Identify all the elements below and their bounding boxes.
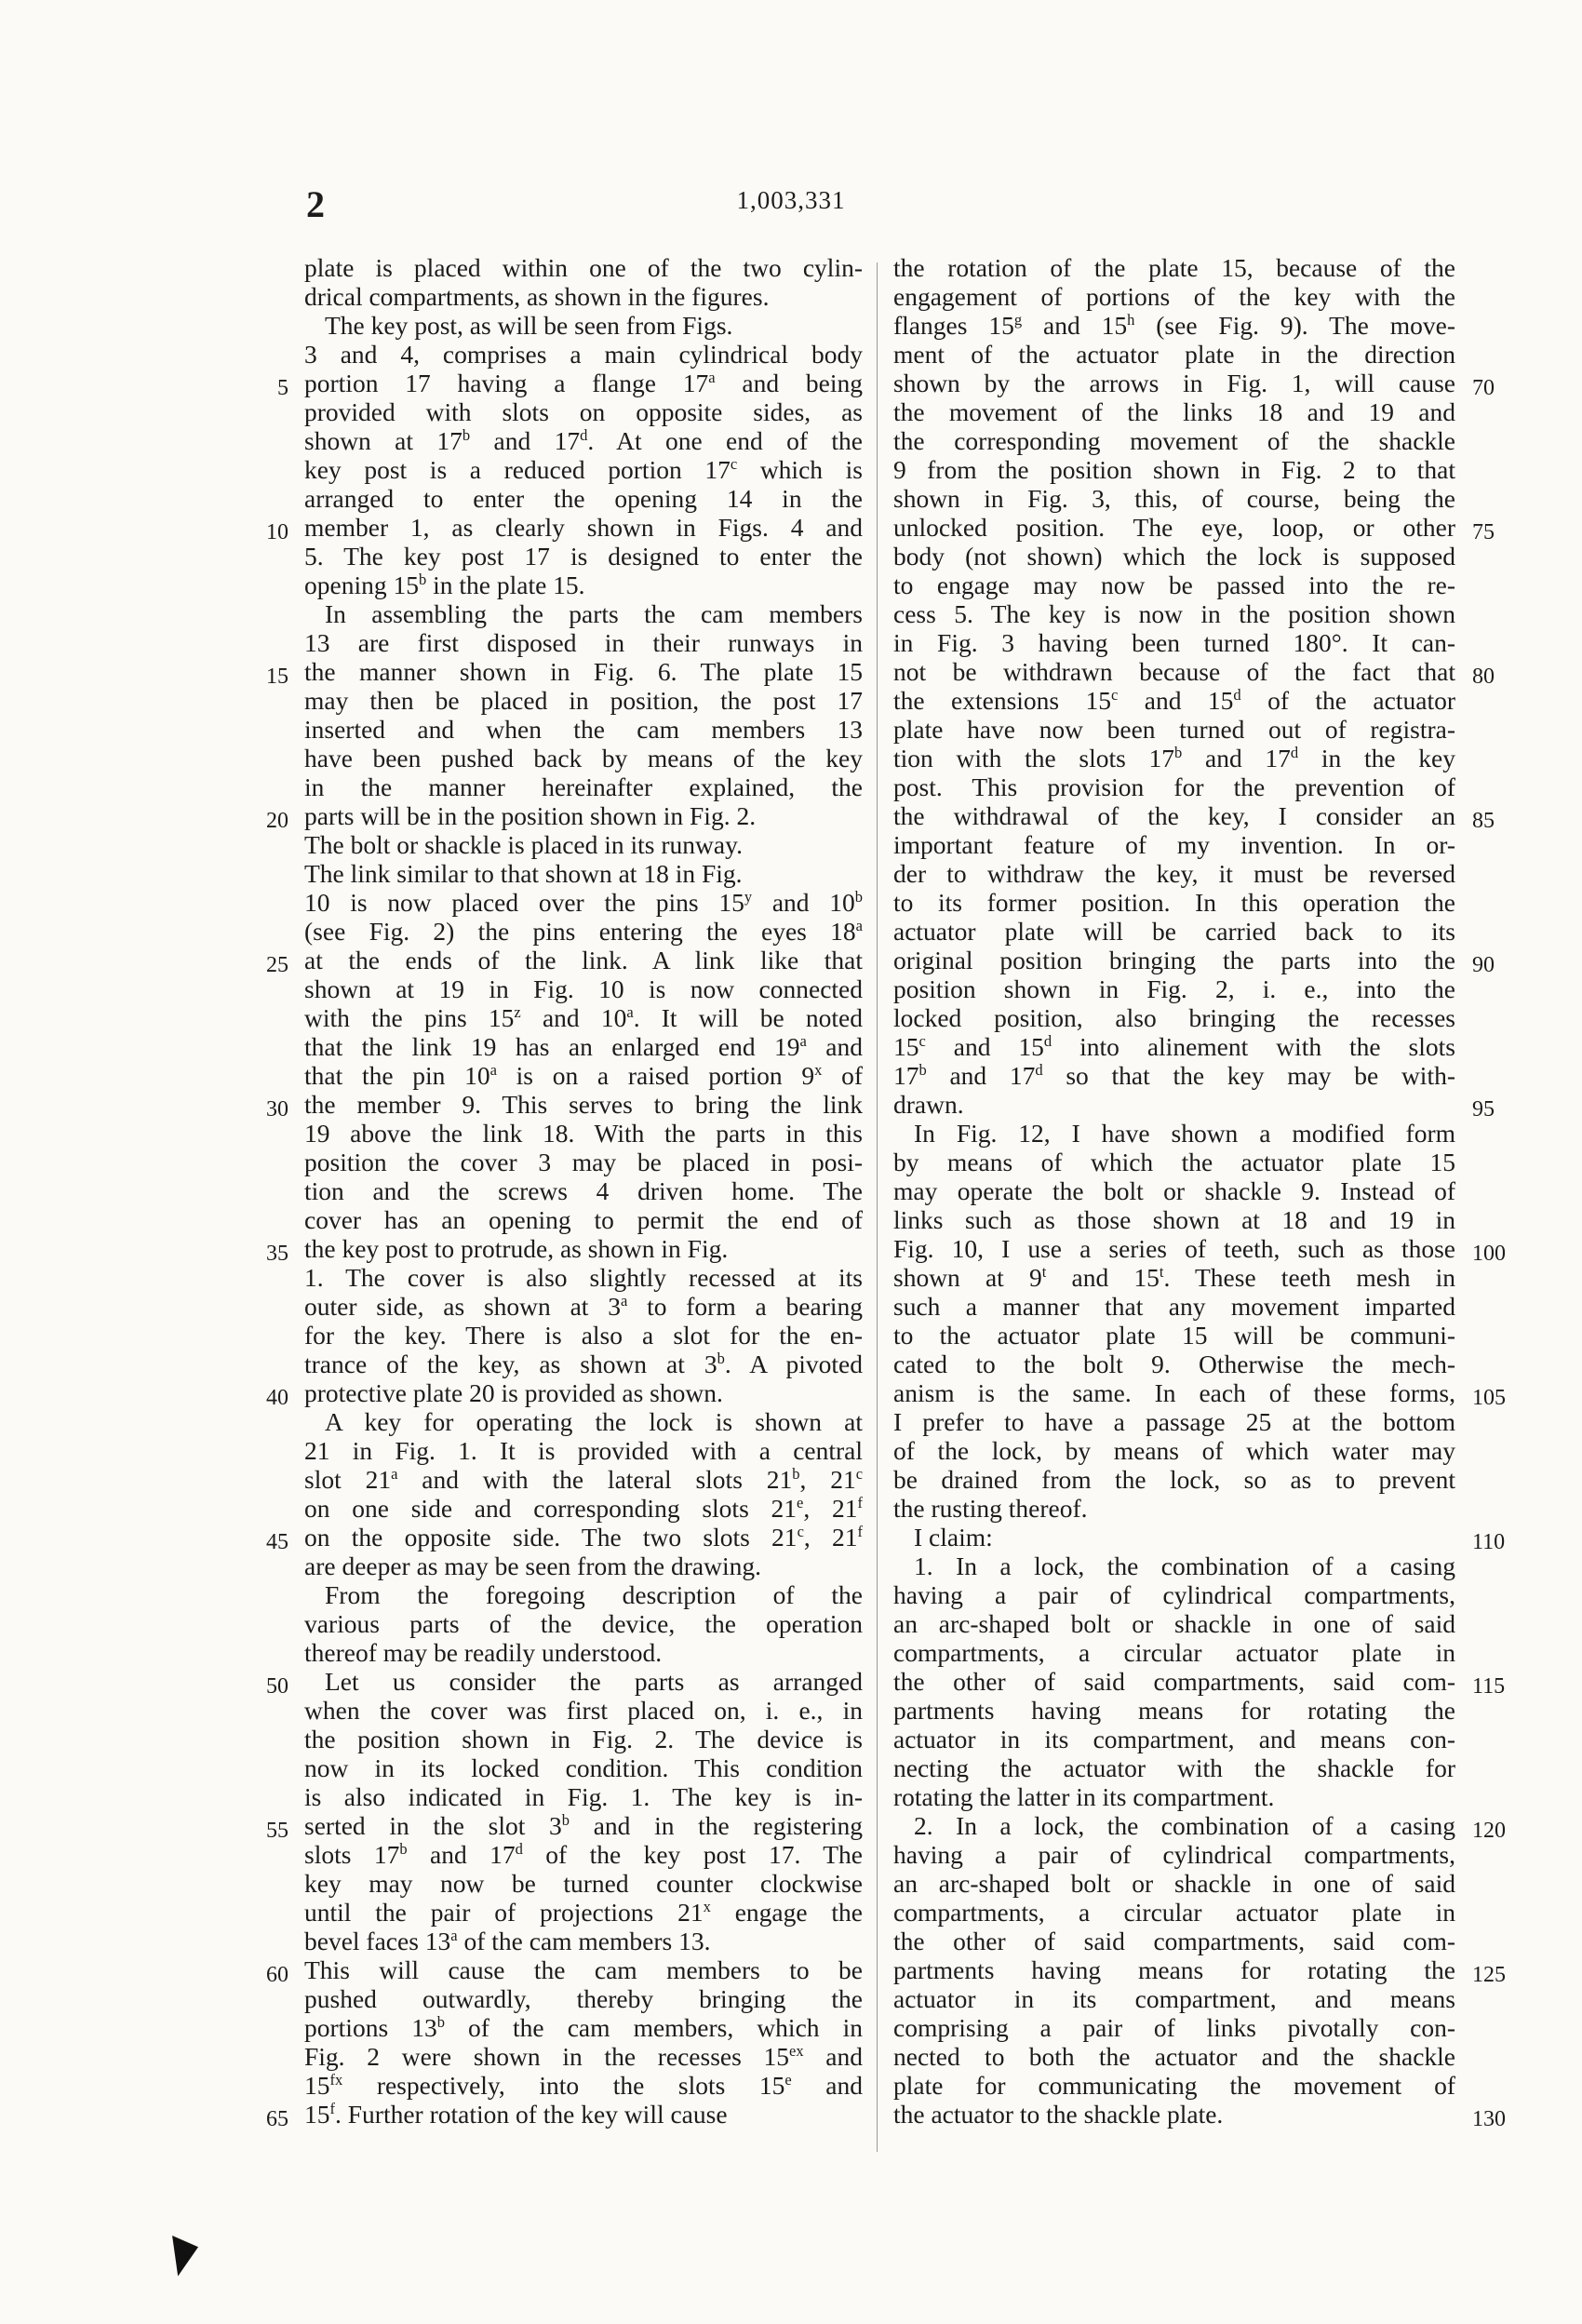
page-number: 2 [306, 183, 325, 225]
left-line-number: 40 [266, 1386, 288, 1410]
superscript: d [515, 1840, 523, 1858]
right-text-line: links such as those shown at 18 and 19 in [893, 1205, 1455, 1234]
right-text-line: may operate the bolt or shackle 9. Instead of [893, 1176, 1455, 1205]
right-text-line: an arc-shaped bolt or shackle in one of said [893, 1609, 1455, 1638]
left-text-line: shown at 17$^b$ and 17$^d$. At one end of the [304, 426, 863, 455]
right-text-line: shown at 9$^t$ and 15$^t$. These teeth mesh in [893, 1263, 1455, 1292]
right-text-line: In Fig. 12, I have shown a modified form [914, 1119, 1455, 1148]
right-text-line: 15$^c$ and 15$^d$ into alinement with the slots [893, 1032, 1455, 1061]
left-text-line: have been pushed back by means of the key [304, 744, 863, 772]
superscript: b [561, 1811, 570, 1829]
superscript: a [708, 369, 716, 386]
right-text-line: 2. In a lock, the combination of a casing [914, 1811, 1455, 1840]
right-text-line: an arc-shaped bolt or shackle in one of said [893, 1869, 1455, 1898]
superscript: c [797, 1523, 804, 1540]
left-text-line: is also indicated in Fig. 1. The key is in- [304, 1782, 863, 1811]
superscript: x [814, 1061, 823, 1079]
right-line-number: 100 [1472, 1242, 1506, 1266]
superscript: fx [329, 2071, 343, 2089]
right-text-line: the rotation of the plate 15, because of the [893, 253, 1455, 282]
right-text-line: drawn. [893, 1090, 964, 1119]
superscript: g [1013, 311, 1023, 329]
right-line-number: 130 [1472, 2107, 1506, 2131]
left-line-number: 65 [266, 2107, 288, 2131]
left-text-line: position the cover 3 may be placed in posi- [304, 1148, 863, 1176]
left-text-line: may then be placed in position, the post 17 [304, 686, 863, 715]
left-line-number: 10 [266, 520, 288, 544]
right-text-line: cess 5. The key is now in the position shown [893, 599, 1455, 628]
left-text-line: until the pair of projections 21$^x$ engage the [304, 1898, 863, 1927]
right-line-number: 105 [1472, 1386, 1506, 1410]
left-text-line: This will cause the cam members to be [304, 1955, 863, 1984]
right-text-line: Fig. 10, I use a series of teeth, such as those [893, 1234, 1455, 1263]
left-text-line: A key for operating the lock is shown at [325, 1407, 863, 1436]
left-text-line: key may now be turned counter clockwise [304, 1869, 863, 1898]
right-line-number: 120 [1472, 1819, 1506, 1843]
left-text-line: thereof may be readily understood. [304, 1638, 663, 1667]
right-text-line: to engage may now be passed into the re- [893, 571, 1455, 599]
superscript: a [855, 917, 863, 934]
right-text-line: unlocked position. The eye, loop, or other [893, 513, 1455, 542]
superscript: a [391, 1465, 398, 1483]
superscript: f [329, 2100, 335, 2117]
left-text-line: 15$^f$. Further rotation of the key will cause [304, 2100, 728, 2129]
left-text-line: The key post, as will be seen from Figs. [325, 311, 733, 340]
left-line-number: 55 [266, 1819, 288, 1843]
left-text-line: protective plate 20 is provided as shown. [304, 1378, 723, 1407]
left-line-number: 20 [266, 809, 288, 833]
superscript: d [1043, 1032, 1052, 1050]
right-text-line: the other of said compartments, said com- [893, 1927, 1455, 1955]
left-text-line: Let us consider the parts as arranged [325, 1667, 863, 1696]
left-text-line: now in its locked condition. This condition [304, 1753, 863, 1782]
right-text-line: engagement of portions of the key with the [893, 282, 1455, 311]
right-line-number: 110 [1472, 1530, 1506, 1554]
right-text-line: plate have now been turned out of registra- [893, 715, 1455, 744]
right-line-number: 95 [1472, 1097, 1495, 1122]
superscript: t [1041, 1263, 1047, 1281]
left-line-number: 25 [266, 953, 288, 977]
superscript: b [436, 2013, 445, 2031]
right-text-line: the corresponding movement of the shackle [893, 426, 1455, 455]
right-text-line: locked position, also bringing the recesses [893, 1003, 1455, 1032]
left-text-line: 1. The cover is also slightly recessed at its [304, 1263, 863, 1292]
right-text-line: having a pair of cylindrical compartments, [893, 1840, 1455, 1869]
patent-number: 1,003,331 [736, 186, 846, 214]
right-text-line: original position bringing the parts into the [893, 946, 1455, 974]
left-text-line: key post is a reduced portion 17$^c$ which is [304, 455, 863, 484]
superscript: e [797, 1494, 804, 1511]
left-text-line: inserted and when the cam members 13 [304, 715, 863, 744]
left-text-line: the member 9. This serves to bring the link [304, 1090, 863, 1119]
superscript: a [620, 1292, 628, 1310]
right-text-line: ment of the actuator plate in the direction [893, 340, 1455, 369]
right-text-line: by means of which the actuator plate 15 [893, 1148, 1455, 1176]
column-divider [877, 262, 878, 2152]
right-text-line: actuator in its compartment, and means con- [893, 1725, 1455, 1753]
right-text-line: necting the actuator with the shackle for [893, 1753, 1455, 1782]
right-text-line: compartments, a circular actuator plate in [893, 1898, 1455, 1927]
right-text-line: to its former position. In this operation the [893, 888, 1455, 917]
superscript: b [1174, 744, 1183, 761]
right-line-number: 80 [1472, 665, 1495, 689]
right-text-line: shown by the arrows in Fig. 1, will cause [893, 369, 1455, 397]
right-text-column [893, 253, 1455, 2129]
right-line-number: 75 [1472, 520, 1495, 544]
left-text-line: parts will be in the position shown in Fig. 2. [304, 801, 757, 830]
superscript: d [1035, 1061, 1043, 1079]
left-line-number: 35 [266, 1242, 288, 1266]
superscript: c [855, 1465, 863, 1483]
right-text-line: the withdrawal of the key, I consider an [893, 801, 1455, 830]
right-text-line: not be withdrawn because of the fact that [893, 657, 1455, 686]
left-text-line: 10 is now placed over the pins 15$^y$ and 10$^b$ [304, 888, 863, 917]
left-text-line: various parts of the device, the operation [304, 1609, 863, 1638]
superscript: d [1290, 744, 1299, 761]
right-text-line: compartments, a circular actuator plate in [893, 1638, 1455, 1667]
superscript: ex [789, 2042, 804, 2060]
left-text-line: 19 above the link 18. With the parts in this [304, 1119, 863, 1148]
left-line-number: 15 [266, 665, 288, 689]
superscript: b [462, 426, 471, 444]
left-text-line: are deeper as may be seen from the drawing. [304, 1552, 761, 1580]
superscript: c [1111, 686, 1119, 704]
right-text-line: partments having means for rotating the [893, 1955, 1455, 1984]
left-text-line: 13 are first disposed in their runways in [304, 628, 863, 657]
left-text-line: that the pin 10$^a$ is on a raised portion 9$^x$ of [304, 1061, 863, 1090]
superscript: c [918, 1032, 926, 1050]
superscript: b [854, 888, 863, 906]
left-line-number: 45 [266, 1530, 288, 1554]
left-text-line: 21 in Fig. 1. It is provided with a central [304, 1436, 863, 1465]
superscript: d [580, 426, 588, 444]
left-text-line: slots 17$^b$ and 17$^d$ of the key post 17. The [304, 1840, 863, 1869]
right-text-line: post. This provision for the prevention of [893, 772, 1455, 801]
left-text-line: pushed outwardly, thereby bringing the [304, 1984, 863, 2013]
right-text-line: of the lock, by means of which water may [893, 1436, 1455, 1465]
left-line-number: 5 [277, 376, 288, 400]
left-text-line: the position shown in Fig. 2. The device is [304, 1725, 863, 1753]
right-text-line: der to withdraw the key, it must be reversed [893, 859, 1455, 888]
left-text-line: portions 13$^b$ of the cam members, which in [304, 2013, 863, 2042]
left-text-line: when the cover was first placed on, i. e., in [304, 1696, 863, 1725]
left-text-line: outer side, as shown at 3$^a$ to form a bearing [304, 1292, 863, 1321]
superscript: a [450, 1927, 458, 1944]
right-text-line: I claim: [914, 1523, 993, 1552]
left-text-line: serted in the slot 3$^b$ and in the registering [304, 1811, 863, 1840]
left-text-line: portion 17 having a flange 17$^a$ and being [304, 369, 863, 397]
left-text-line: $15^{fx}$ respectively, into the slots 15e and [304, 2071, 863, 2100]
left-text-line: opening 15$^b$ in the plate 15. [304, 571, 585, 599]
left-text-line: 5. The key post 17 is designed to enter the [304, 542, 863, 571]
left-text-line: slot 21$^a$ and with the lateral slots 21$^b$, 21$^c$ [304, 1465, 863, 1494]
superscript: b [399, 1840, 408, 1858]
left-line-number: 50 [266, 1674, 288, 1699]
left-text-line: in the manner hereinafter explained, the [304, 772, 863, 801]
right-text-line: the rusting thereof. [893, 1494, 1088, 1523]
right-text-line: 1. In a lock, the combination of a casing [914, 1552, 1455, 1580]
superscript: b [918, 1061, 927, 1079]
right-text-line: the extensions 15$^c$ and 15$^d$ of the actuator [893, 686, 1455, 715]
right-text-line: shown in Fig. 3, this, of course, being the [893, 484, 1455, 513]
right-text-line: body (not shown) which the lock is supposed [893, 542, 1455, 571]
right-text-line: tion with the slots 17$^b$ and 17$^d$ in the key [893, 744, 1455, 772]
superscript: f [857, 1523, 863, 1540]
right-text-line: the other of said compartments, said com- [893, 1667, 1455, 1696]
superscript: b [717, 1350, 725, 1367]
right-text-line: 17$^b$ and 17$^d$ so that the key may be with- [893, 1061, 1455, 1090]
superscript: b [792, 1465, 800, 1483]
right-text-line: the movement of the links 18 and 19 and [893, 397, 1455, 426]
right-text-line: anism is the same. In each of these forms, [893, 1378, 1455, 1407]
corner-arrow-mark [172, 2232, 202, 2276]
superscript: h [1127, 311, 1135, 329]
superscript: c [730, 455, 738, 473]
superscript: a [799, 1032, 807, 1050]
left-text-line: plate is placed within one of the two cylin- [304, 253, 863, 282]
left-text-line: In assembling the parts the cam members [325, 599, 863, 628]
left-line-number: 60 [266, 1963, 288, 1987]
left-text-line: the manner shown in Fig. 6. The plate 15 [304, 657, 863, 686]
left-text-line: arranged to enter the opening 14 in the [304, 484, 863, 513]
right-text-line: partments having means for rotating the [893, 1696, 1455, 1725]
right-text-line: in Fig. 3 having been turned 180°. It can- [893, 628, 1455, 657]
right-text-line: position shown in Fig. 2, i. e., into the [893, 974, 1455, 1003]
right-text-line: important feature of my invention. In or- [893, 830, 1455, 859]
left-text-line: cover has an opening to permit the end of [304, 1205, 863, 1234]
right-text-line: flanges 15$^g$ and 15$^h$ (see Fig. 9). The move- [893, 311, 1455, 340]
left-text-line: trance of the key, as shown at 3$^b$. A pivoted [304, 1350, 863, 1378]
right-text-line: I prefer to have a passage 25 at the bottom [893, 1407, 1455, 1436]
left-text-line: 3 and 4, comprises a main cylindrical body [304, 340, 863, 369]
right-text-line: having a pair of cylindrical compartments, [893, 1580, 1455, 1609]
right-line-number: 85 [1472, 809, 1495, 833]
left-text-line: Fig. 2 were shown in the recesses $15^{ex}$ and [304, 2042, 863, 2071]
left-text-line: The link similar to that shown at 18 in Fig. [304, 859, 743, 888]
right-text-line: comprising a pair of links pivotally con- [893, 2013, 1455, 2042]
left-text-line: From the foregoing description of the [325, 1580, 863, 1609]
left-line-number: 30 [266, 1097, 288, 1122]
right-text-line: cated to the bolt 9. Otherwise the mech- [893, 1350, 1455, 1378]
left-text-line: member 1, as clearly shown in Figs. 4 and [304, 513, 863, 542]
superscript: x [703, 1898, 711, 1915]
left-text-line: at the ends of the link. A link like that [304, 946, 863, 974]
superscript: f [857, 1494, 863, 1511]
right-line-number: 70 [1472, 376, 1495, 400]
right-line-number: 125 [1472, 1963, 1506, 1987]
superscript: t [1159, 1263, 1164, 1281]
left-text-line: tion and the screws 4 driven home. The [304, 1176, 863, 1205]
left-text-line: for the key. There is also a slot for the en- [304, 1321, 863, 1350]
right-text-line: nected to both the actuator and the shackle [893, 2042, 1455, 2071]
left-text-line: drical compartments, as shown in the figures. [304, 282, 770, 311]
superscript: b [418, 571, 427, 588]
right-text-line: the actuator to the shackle plate. [893, 2100, 1224, 2129]
right-text-line: be drained from the lock, so as to prevent [893, 1465, 1455, 1494]
left-text-line: on one side and corresponding slots 21e, 21$^f$ [304, 1494, 863, 1523]
left-text-column [304, 253, 863, 2129]
left-text-line: on the opposite side. The two slots 21$^c$, 21$^f$ [304, 1523, 863, 1552]
superscript: a [626, 1003, 634, 1021]
left-text-line: The bolt or shackle is placed in its runway. [304, 830, 743, 859]
right-text-line: 9 from the position shown in Fig. 2 to that [893, 455, 1455, 484]
right-line-number: 115 [1472, 1674, 1506, 1699]
right-text-line: rotating the latter in its compartment. [893, 1782, 1275, 1811]
right-text-line: actuator in its compartment, and means [893, 1984, 1455, 2013]
right-text-line: actuator plate will be carried back to its [893, 917, 1455, 946]
superscript: z [514, 1003, 521, 1021]
left-text-line: provided with slots on opposite sides, as [304, 397, 863, 426]
superscript: a [489, 1061, 497, 1079]
right-text-line: such a manner that any movement imparted [893, 1292, 1455, 1321]
right-text-line: to the actuator plate 15 will be communi- [893, 1321, 1455, 1350]
left-text-line: that the link 19 has an enlarged end 19$^a$ and [304, 1032, 863, 1061]
left-text-line: (see Fig. 2) the pins entering the eyes 18$^a$ [304, 917, 863, 946]
superscript: e [784, 2071, 792, 2089]
superscript: d [1233, 686, 1241, 704]
left-text-line: with the pins 15$^z$ and 10$^a$. It will be noted [304, 1003, 863, 1032]
left-text-line: shown at 19 in Fig. 10 is now connected [304, 974, 863, 1003]
right-line-number: 90 [1472, 953, 1495, 977]
right-text-line: plate for communicating the movement of [893, 2071, 1455, 2100]
superscript: y [744, 888, 753, 906]
left-text-line: bevel faces 13$^a$ of the cam members 13. [304, 1927, 711, 1955]
left-text-line: the key post to protrude, as shown in Fig. [304, 1234, 729, 1263]
